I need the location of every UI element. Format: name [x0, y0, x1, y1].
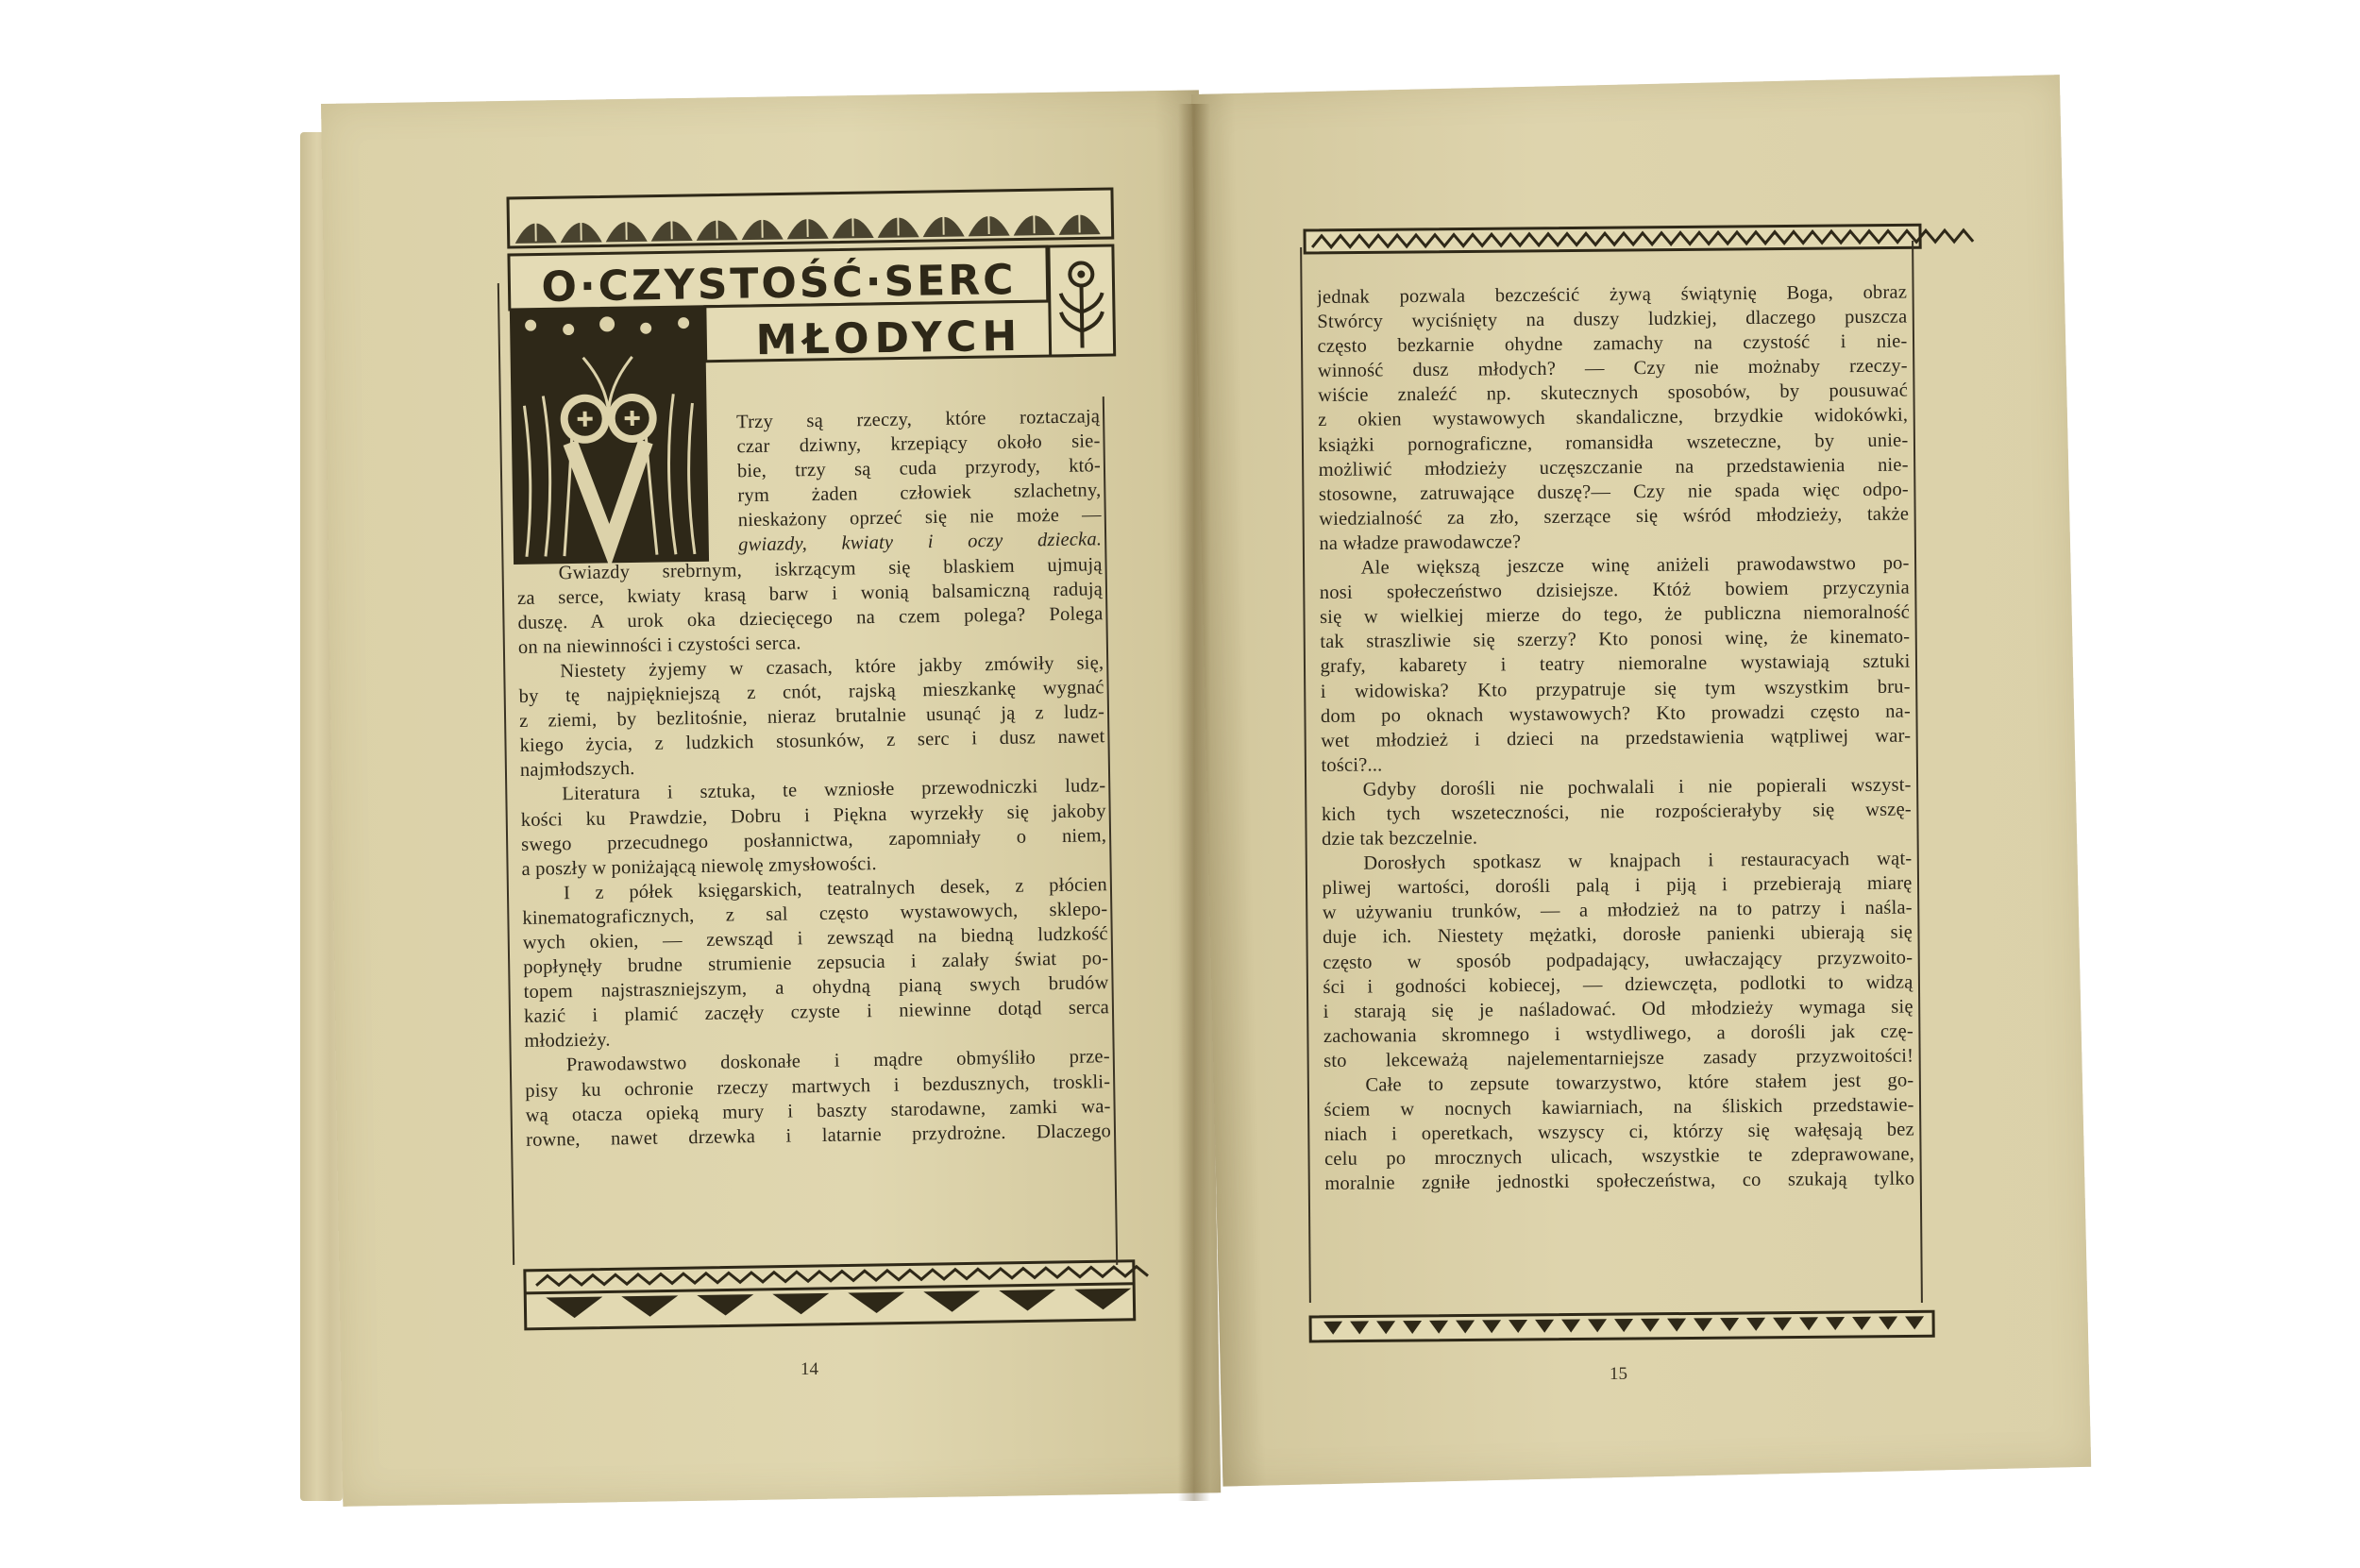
text-line: popłynęły brudne strumienie zepsucia i zalały świat po- — [523, 948, 1109, 978]
text-line: jednak pozwala bezcześcić żywą świątynię Boga, obraz — [1317, 281, 1908, 308]
text-line: a poszły w poniżającą niewolę zmysłowości. — [521, 852, 877, 880]
text-line: tości?... — [1321, 754, 1383, 776]
text-line: z okien wystawowych skandaliczne, brzydkie widokówki, — [1318, 405, 1909, 431]
text-line: rym żaden człowiek szlachetny, — [737, 480, 1102, 507]
text-line: czar dziwny, krzepiący około sie- — [736, 430, 1101, 458]
text-line: Całe to zepsute towarzystwo, które stałem jest go- — [1365, 1070, 1914, 1096]
text-line: kazić i plamić zaczęły czyste i niewinne dotąd serca — [523, 997, 1110, 1028]
text-line: w używaniu trunków, — a młodzież na to patrzy i naśla- — [1322, 897, 1913, 924]
text-line: Trzy są rzeczy, które roztaczają — [736, 406, 1101, 433]
text-line: Gdyby dorośli nie pochwalali i nie popierali wszyst- — [1362, 774, 1912, 801]
text-line: Literatura i sztuka, te wzniosłe przewodniczki ludz- — [562, 775, 1106, 805]
text-line: wą otacza opieką mury i baszty starodawne, zamki wa- — [525, 1095, 1111, 1126]
left-page-text — [514, 404, 1111, 1152]
text-line: na władze prawodawcze? — [1319, 531, 1522, 554]
text-line: możliwić młodzieży uczęszczanie na przedstawienia nie- — [1318, 454, 1909, 481]
chapter-title-line2: MŁODYCH — [755, 312, 1023, 365]
right-page-text — [1317, 280, 1914, 1197]
text-line: kości ku Prawdzie, Dobru i Piękna wyrzekły się jakoby — [520, 800, 1106, 831]
text-line: często w sposób podpadający, uwłaczający przyzwoito- — [1323, 947, 1913, 973]
text-line: duszę. A urok oka dziecięcego na czem polega? Polega — [517, 602, 1104, 633]
text-line: Prawodawstwo doskonałe i mądre obmyśliło prze- — [565, 1046, 1110, 1076]
text-line: Stwórcy wyciśnięty na duszy ludzkiej, dlaczego puszcza — [1317, 306, 1908, 333]
text-line: wiedzialność za zło, szerzące się wśród młodzieży, także — [1319, 503, 1910, 530]
text-line: i widowiska? Kto przypatruje się tym wszystkim bru- — [1320, 676, 1911, 702]
text-line: topem najstraszniejszym, a ohydną pianą swych brudów — [523, 972, 1109, 1003]
text-line: wet młodzież i dzieci na przedstawienia wątpliwej war- — [1321, 725, 1912, 751]
text-line: nosi społeczeństwo dzisiejsze. Któż bowiem przyczynia — [1319, 577, 1910, 604]
text-line: Gwiazdy srebrnym, iskrzącym się blaskiem ujmują — [558, 553, 1103, 583]
text-line: nieskażony oprzeć się nie może — — [737, 504, 1102, 531]
text-line: celu po mrocznych ulicach, wszystkie te zdeprawowane, — [1323, 1143, 1915, 1171]
text-line: ści i godności kobiecej, — dziewczęta, podlotki to widzą — [1323, 971, 1913, 998]
text-line: winność dusz młodych? — Czy nie możnaby rzeczy- — [1317, 355, 1908, 382]
text-line: się w wielkiej mierze do tego, że publiczna niemoralność — [1319, 601, 1911, 629]
text-line: ściem w nocnych kawiarniach, na śliskich przedstawie- — [1323, 1094, 1914, 1121]
text-line: pliwej wartości, dorośli palą i piją i przebierają miarę — [1322, 872, 1913, 900]
text-line: pisy ku ochronie rzeczy martwych i bezdusznych, troskli- — [525, 1071, 1111, 1102]
text-line: najmłodszych. — [519, 758, 635, 782]
text-line: on na niewinności i czystości serca. — [517, 632, 801, 658]
text-line: sto lekceważą najelementarniejsze zasady przyzwoitości! — [1323, 1045, 1914, 1071]
text-line: grafy, kabarety i teatry niemoralne wystawiają sztuki — [1320, 650, 1911, 678]
text-line: często bezkarnie ohydne zamachy na czystość i nie- — [1317, 330, 1908, 358]
text-line: dzie tak bezczelnie. — [1322, 827, 1478, 851]
text-line: młodzieży. — [524, 1029, 611, 1053]
text-line: swego przecudnego posłannictwa, zapomniały o niem, — [520, 824, 1107, 855]
text-line: z ziemi, by bezlitośnie, nieraz brutalnie usunąć ją z ludz- — [518, 701, 1105, 733]
text-line: za serce, kwiaty krasą barw i wonią balsamiczną radują — [516, 578, 1104, 609]
text-line: kinematograficznych, z sal często wystawowych, sklepo- — [522, 899, 1108, 929]
text-line: moralnie zgniłe jednostki społeczeństwa, co szukają tylko — [1324, 1168, 1915, 1195]
text-line: gwiazdy, kwiaty i oczy dziecka. — [738, 529, 1103, 556]
text-line: kich tych wszeteczności, nie rozpościerałyby się wszę- — [1321, 799, 1912, 825]
text-line: wiście znaleźć np. skutecznych sposobów, by pousuwać — [1317, 379, 1909, 407]
left-page-number: 14 — [801, 1359, 818, 1379]
text-line: dom po oknach wystawowych? Kto prowadzi często na- — [1320, 700, 1912, 727]
text-line: tak straszliwie się szerzy? Kto ponosi winę, że kinemato- — [1320, 626, 1911, 653]
text-line: Niestety żyjemy w czasach, które jakby zmówiły się, — [560, 652, 1104, 683]
text-line: duje ich. Niestety mężatki, dorosłe panienki ubierają się — [1322, 921, 1913, 949]
text-line: wych okien, — zewsząd i zewsząd na biedną ludzkość — [522, 923, 1108, 953]
text-line: bie, trzy są cuda przyrody, któ- — [736, 455, 1102, 482]
text-line: I z półek księgarskich, teatralnych desek, z płócien — [563, 873, 1108, 904]
text-line: i starają się je naśladować. Od młodzieży wymaga się — [1323, 996, 1913, 1022]
text-line: Ale większą jeszcze winę aniżeli prawodawstwo po- — [1360, 552, 1910, 579]
text-line: Dorosłych spotkasz w knajpach i restauracyach wąt- — [1363, 848, 1913, 874]
text-line: zachowania skromnego i wstydliwego, a dorośli jak czę- — [1323, 1020, 1914, 1047]
right-page-number: 15 — [1610, 1364, 1627, 1384]
text-line: stosowne, zatruwające duszę?— Czy nie spada więc odpo- — [1318, 479, 1910, 505]
text-line: by tę najpiękniejszą z cnót, rajską mieszkankę wygnać — [518, 677, 1104, 707]
text-line: niach i operetkach, wszyscy ci, którzy się wałęsają bez — [1323, 1119, 1914, 1146]
text-line: książki pornograficzne, romansidła wszeteczne, by unie- — [1318, 430, 1909, 456]
text-line: kiego życia, z ludzkich stosunków, z serc i dusz nawet — [519, 726, 1105, 757]
text-line: rowne, nawet drzewka i latarnie przydrożne. Dlaczego — [525, 1120, 1112, 1151]
chapter-title-line1: O·CZYSTOŚĆ·SERC — [541, 256, 1017, 312]
